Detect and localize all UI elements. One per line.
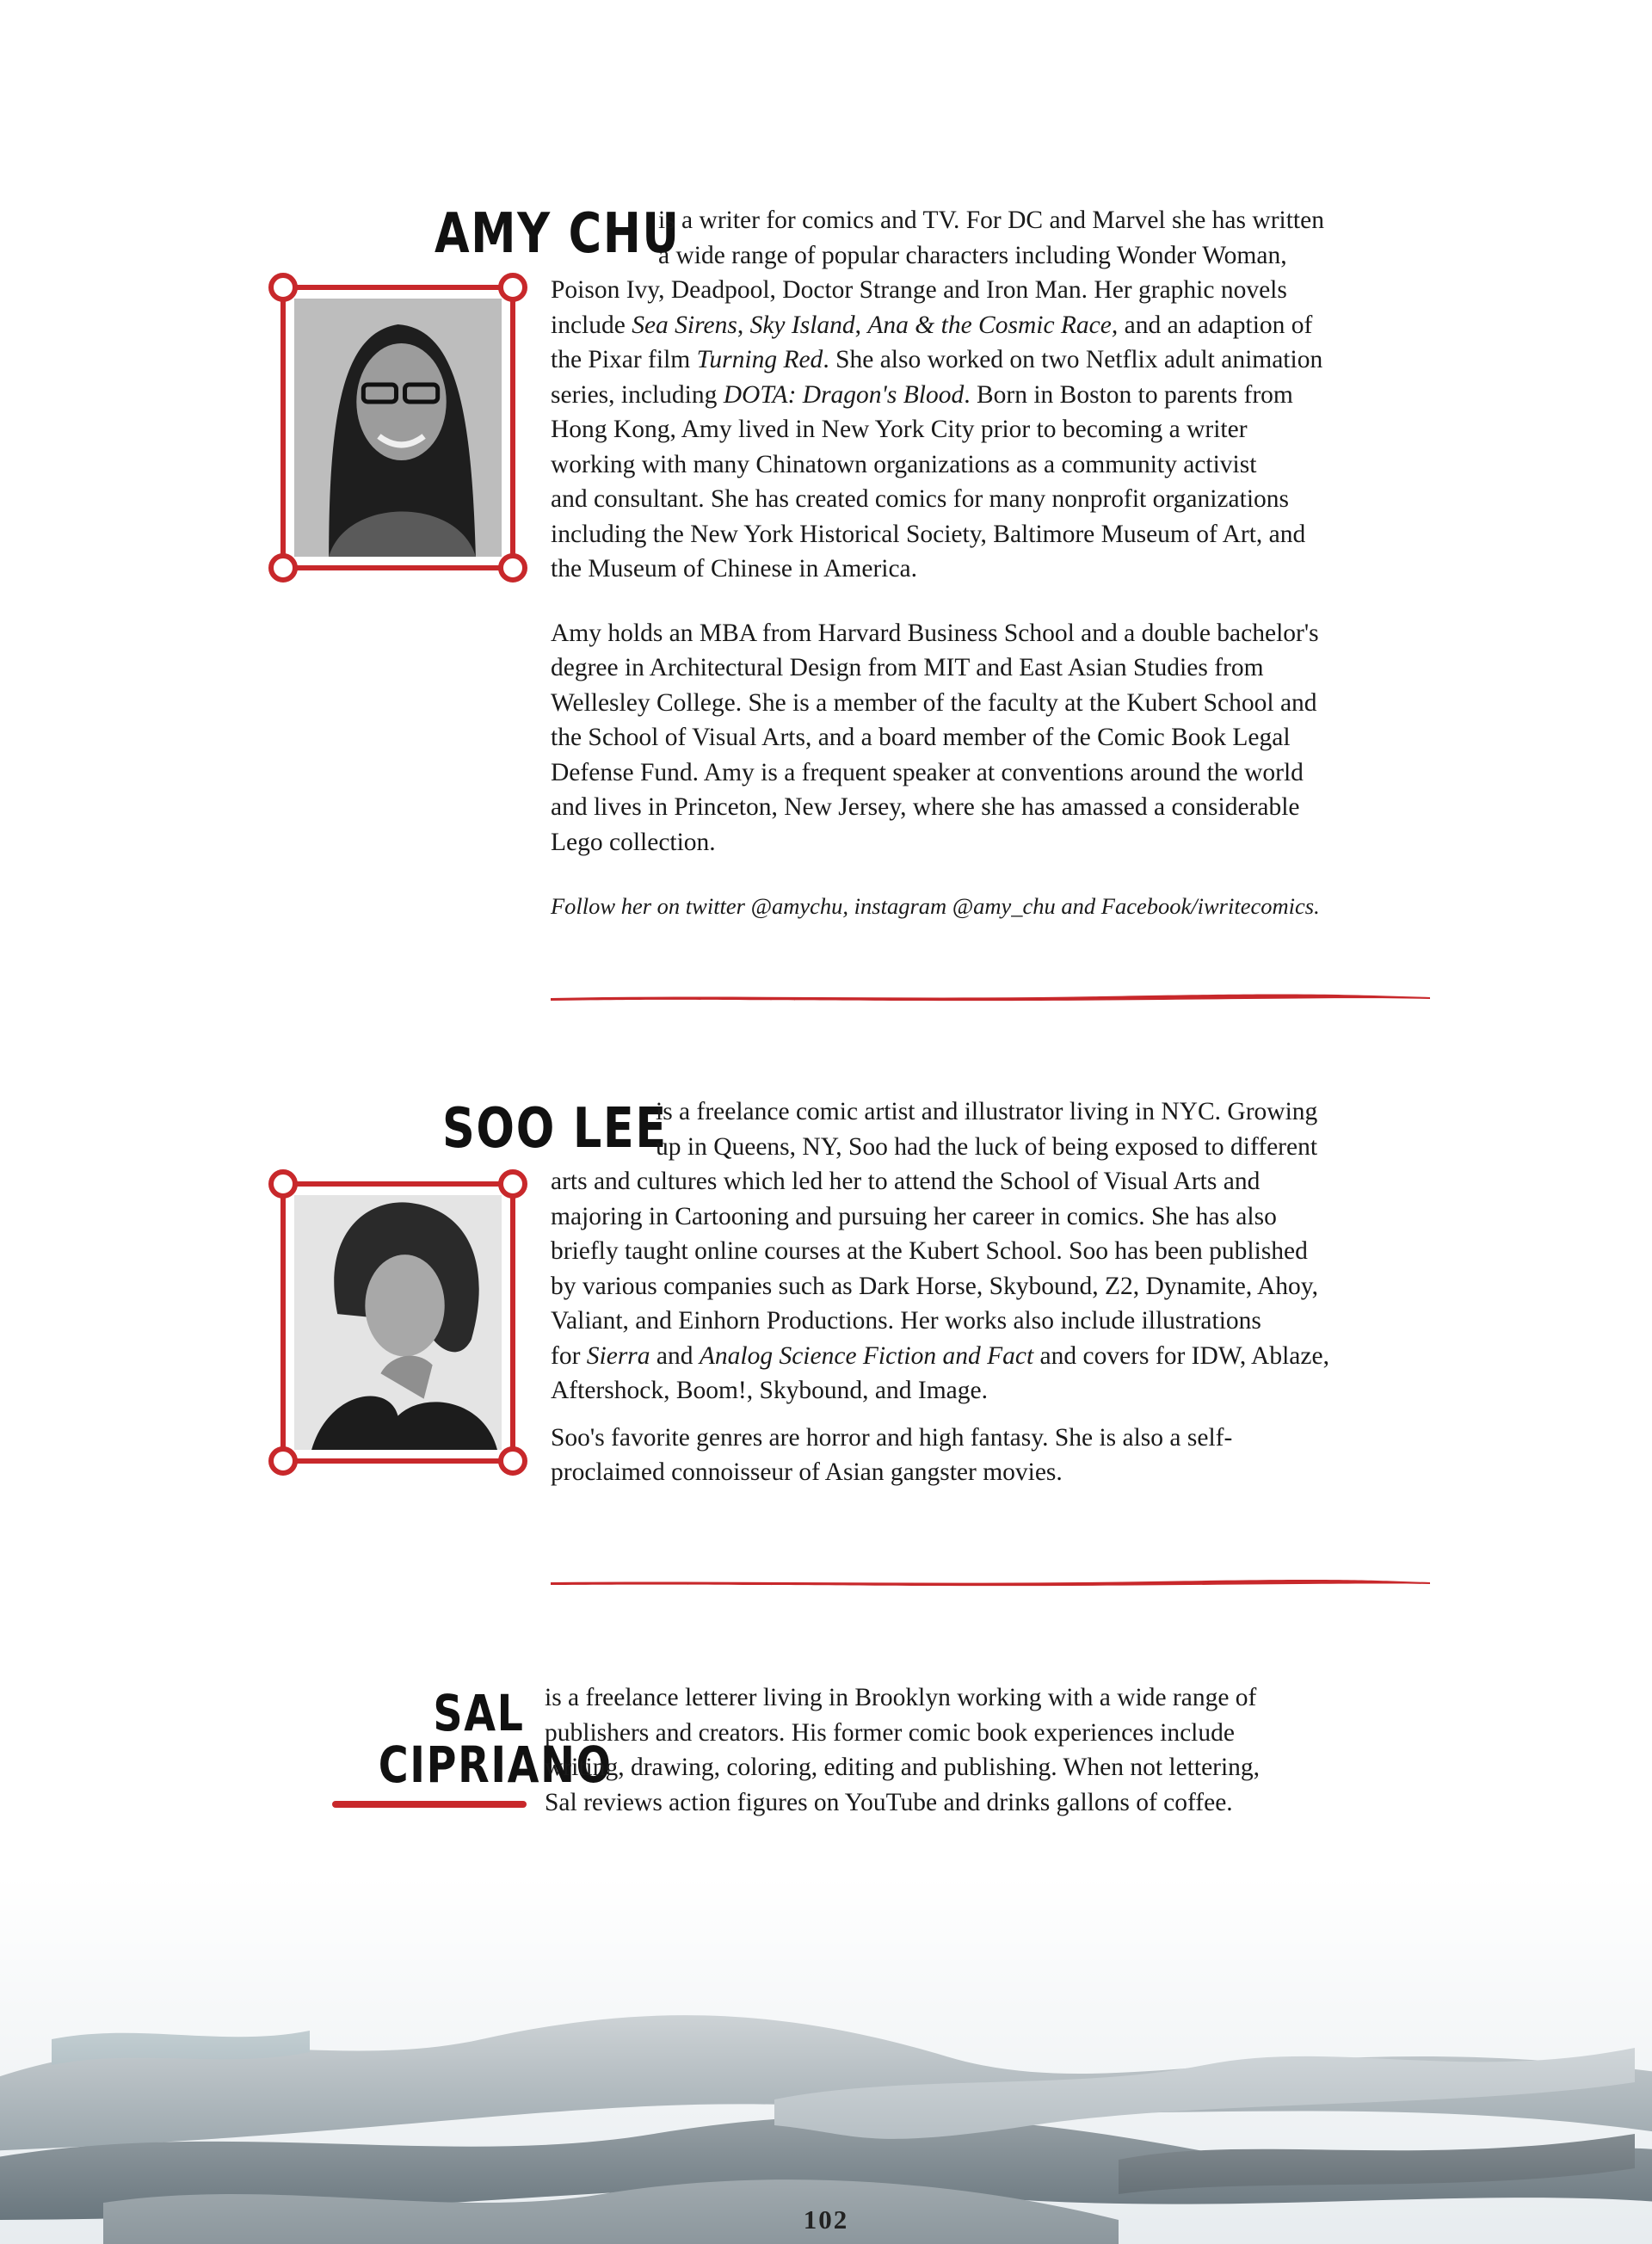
soo-lee-portrait-icon [294, 1195, 502, 1450]
amy-chu-name: AMY CHU [435, 202, 681, 266]
amy-chu-follow: Follow her on twitter @amychu, instagram @amy_chu and Facebook/iwritecomics. [551, 893, 1320, 919]
amy-chu-bio-paragraph-2: Amy holds an MBA from Harvard Business School and a double bachelor's degree in Architectural Design from MIT and East Asian Studies from Wellesley College. She is a member of the faculty at the Kubert School and the School of Visual Arts, and a board member of the Comic Book Legal Defense Fund. Amy is a frequent speaker at conventions around the world and lives in Princeton, New Jersey, where she has amassed a considerable Lego collection. [551, 619, 1319, 856]
text-line: a wide range of popular characters including Wonder Woman, [658, 241, 1287, 269]
section-divider [549, 991, 1432, 1003]
section-divider [549, 1576, 1432, 1588]
amy-chu-bio: Poison Ivy, Deadpool, Doctor Strange and Iron Man. Her graphic novels include Sea Sirens, Sky Island, Ana & the Cosmic Race, and an adaption of the Pixar film Turning Red. She also worked on two Netflix adult animation series, including DOTA: Dragon's Blood. Born in Boston to parents from Hong Kong, Amy lived in New York City prior to becoming a writer working with many Chinatown organizations as a community activist and consultant. She has created comics for many nonprofit organizations including the New York Historical Society, Baltimore Museum of Art, and the Museum of Chinese in America. Amy holds an MBA from Harvard Business School and a double bachelor's degree in Architectural Design from MIT and East Asian Studies from Wellesley College. She is a member of the faculty at the Kubert School and the School of Visual Arts, and a board member of the Comic Book Legal Defense Fund. Amy is a frequent speaker at conventions around the world and lives in Princeton, New Jersey, where she has amassed a considerable Lego collection. Follow her on twitter @amychu, instagram @amy_chu and Facebook/iwritecomics. [551, 273, 1322, 924]
amy-chu-lead [658, 203, 1324, 273]
soo-lee-lead [656, 1094, 1317, 1164]
soo-lee-bio: arts and cultures which led her to attend the School of Visual Arts and majoring in Cartooning and pursuing her career in comics. She has also briefly taught online courses at the Kubert School. Soo has been published by various companies such as Dark Horse, Skybound, Z2, Dynamite, Ahoy, Valiant, and Einhorn Productions. Her works also include illustrations for Sierra and Analog Science Fiction and Fact and covers for IDW, Ablaze, Aftershock, Boom!, Skybound, and Image. Soo's favorite genres are horror and high fantasy. She is also a self- proclaimed connoisseur of Asian gangster movies. [551, 1164, 1329, 1490]
text-line: Poison Ivy, Deadpool, Doctor Strange and Iron Man. Her graphic novels [551, 276, 1287, 304]
sal-name-line-2: CIPRIANO [378, 1735, 613, 1794]
painted-ice-texture-icon [0, 1876, 1652, 2244]
sal-name-line-1: SAL [433, 1684, 525, 1742]
text-line: is a freelance comic artist and illustrator living in NYC. Growing [656, 1098, 1318, 1125]
text-line: is a writer for comics and TV. For DC and Marvel she has written [658, 207, 1324, 234]
sal-name-underline [332, 1801, 527, 1808]
soo-lee-name: SOO LEE [442, 1097, 668, 1161]
text-line: up in Queens, NY, Soo had the luck of being exposed to different [656, 1132, 1318, 1161]
amy-chu-photo-frame [280, 285, 515, 570]
sal-cipriano-bio: is a freelance letterer living in Brooklyn working with a wide range of publishers and creators. His former comic book experiences include writing, drawing, coloring, editing and publishing. When not lettering, Sal reviews action figures on YouTube and drinks gallons of coffee. [545, 1684, 1261, 1816]
amy-chu-portrait-icon [294, 299, 502, 557]
page-number: 102 [803, 2204, 849, 2235]
soo-lee-bio-paragraph-2: Soo's favorite genres are horror and high fantasy. She is also a self- proclaimed connoisseur of Asian gangster movies. [551, 1423, 1233, 1486]
soo-lee-photo-frame [280, 1181, 515, 1464]
sal-cipriano-name [327, 1684, 613, 1794]
